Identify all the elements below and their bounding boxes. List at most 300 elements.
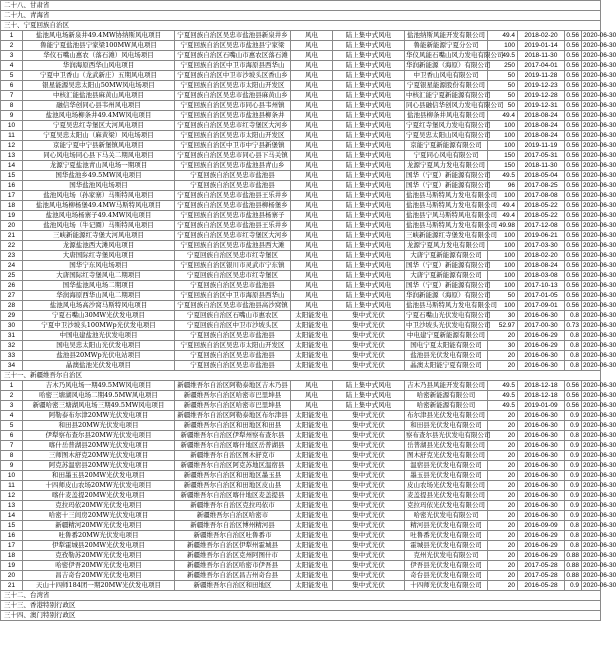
- table-row: [1, 91, 601, 101]
- cell-location: 新疆维吾尔自治区哈密市巴里坤县: [175, 401, 291, 411]
- cell-location: 新疆维吾尔自治区和田地区和田县: [175, 421, 291, 431]
- cell-mode: 陆上集中式风电: [333, 191, 405, 201]
- table-row: [1, 161, 601, 171]
- cell-price: 0.56: [565, 51, 582, 61]
- cell-location: 宁夏回族自治区中卫市沙坡头区香山乡: [175, 71, 291, 81]
- cell-mode: 陆上集中式风电: [333, 231, 405, 241]
- cell-date: 2017-05-31: [518, 151, 565, 161]
- cell-type: 风电: [291, 231, 333, 241]
- cell-end-date: 2020-06-30: [583, 162, 616, 169]
- cell-no: 5: [1, 71, 23, 81]
- cell-owner: 华仪风能石嘴山风力发电有限公司: [406, 51, 504, 59]
- cell-owner: 盐池县宁风马斯特风电有限公司: [406, 211, 497, 219]
- cell-owner: 龙源宁夏风力发电有限公司: [405, 161, 488, 171]
- cell-location: 新疆维吾尔自治区哈密市巴里坤县: [175, 391, 291, 401]
- cell-location: 宁夏回族自治区吴忠市太阳山开发区: [175, 341, 291, 351]
- cell-owner: 盐池县光伏发电有限公司: [405, 351, 488, 361]
- cell-project-name: 阿克苏温宿县20MW光伏发电项目: [23, 461, 175, 471]
- cell-project-name: 华润海原西华山风电项目: [23, 61, 175, 71]
- cell-type: 太阳能发电: [291, 471, 333, 481]
- cell-type: 风电: [291, 221, 333, 231]
- cell-location: 新疆维吾尔自治区阿勒泰地区布尔津县: [175, 411, 291, 421]
- cell-price: 0.56: [565, 261, 582, 271]
- cell-price: 0.56: [565, 251, 582, 261]
- cell-price: 0.8: [565, 311, 582, 321]
- cell-mode: 陆上集中式风电: [333, 131, 405, 141]
- cell-end-date: 2020-06-30: [583, 192, 616, 199]
- cell-no: 17: [1, 191, 23, 201]
- cell-owner: 盐池县马斯特风力发电有限公司: [406, 221, 497, 229]
- cell-location: 宁夏回族自治区中卫市沙坡头区: [175, 321, 291, 331]
- table-row: [1, 501, 601, 511]
- cell-price: 0.56: [565, 291, 582, 301]
- cell-type: 风电: [291, 401, 333, 411]
- cell-end-date: 2020-06-30: [583, 452, 616, 459]
- cell-type: 风电: [291, 281, 333, 291]
- cell-capacity: 96: [488, 181, 518, 191]
- cell-end-date: 2020-06-30: [583, 562, 616, 569]
- cell-mode: 陆上集中式风电: [333, 171, 405, 181]
- cell-no: 20: [1, 571, 23, 581]
- cell-end-date: 2020-06-30: [583, 142, 616, 149]
- cell-project-name: 天山十四师184团一期20MW光伏发电项目: [23, 581, 175, 591]
- table-row: [1, 51, 601, 61]
- cell-type: 风电: [291, 131, 333, 141]
- cell-project-name: 龙源宁夏盐池青山风电场一期项目: [23, 161, 175, 171]
- cell-no: 25: [1, 271, 23, 281]
- cell-end-date: 2020-06-30: [583, 132, 616, 139]
- cell-no: 34: [1, 361, 23, 371]
- cell-end-date: 2020-06-30: [583, 422, 616, 429]
- cell-price: 0.56: [565, 391, 582, 401]
- cell-price: 0.8: [565, 361, 582, 371]
- cell-date: 2016-06-29: [518, 341, 565, 351]
- cell-end-date: 2020-06-30: [583, 342, 616, 349]
- cell-project-name: 盐池风电场柳杨堡49.4MW马斯特风电项目: [23, 201, 175, 211]
- cell-mode: 集中式光伏: [333, 311, 405, 321]
- cell-no: 21: [1, 231, 23, 241]
- cell-capacity: 20: [488, 461, 518, 471]
- cell-no: 3: [1, 51, 23, 61]
- cell-date: 2019-12-23: [518, 81, 565, 91]
- cell-type: 风电: [291, 81, 333, 91]
- table-row: [1, 421, 601, 431]
- cell-type: 太阳能发电: [291, 421, 333, 431]
- cell-location: 新疆维吾尔自治区昌吉州奇台县: [175, 571, 291, 581]
- cell-end-date: 2020-06-30: [583, 552, 616, 559]
- cell-no: 15: [1, 521, 23, 531]
- table-row: [1, 121, 601, 131]
- section-qinghai: 二十九、青海省: [1, 11, 601, 21]
- table-row: [1, 181, 601, 191]
- table-row: [1, 411, 601, 421]
- cell-mode: 集中式光伏: [333, 421, 405, 431]
- section-taiwan: 三十二、台湾省: [1, 591, 601, 601]
- cell-price: 0.56: [565, 221, 582, 231]
- cell-end-date: 2020-06-30: [583, 382, 616, 389]
- table-row: [1, 581, 601, 591]
- cell-owner: 墨玉县光伏发电有限公司: [405, 471, 488, 481]
- cell-mode: 陆上集中式风电: [333, 101, 405, 111]
- cell-end-date: 2020-06-30: [583, 292, 616, 299]
- cell-price: 0.9: [565, 471, 582, 481]
- cell-project-name: 晶澳盐池光伏发电项目: [23, 361, 175, 371]
- cell-end-date: 2020-06-30: [583, 512, 616, 519]
- cell-type: 风电: [291, 301, 333, 311]
- cell-location: 宁夏回族自治区吴忠市盐池县: [175, 361, 291, 371]
- cell-project-name: 三峡新能源红寺堡大河风电项目: [23, 231, 175, 241]
- cell-date: 2016-06-29: [518, 541, 565, 551]
- cell-price: 0.9: [565, 501, 582, 511]
- cell-end-date: 2020-06-30: [583, 392, 616, 399]
- table-row: [1, 471, 601, 481]
- cell-mode: 集中式光伏: [333, 331, 405, 341]
- cell-owner: 吉木乃县风能开发有限公司: [405, 381, 488, 391]
- cell-owner: 哈密新能源有限公司: [405, 401, 488, 411]
- section-row: [1, 11, 601, 21]
- cell-owner: 精河县光伏发电有限公司: [405, 521, 488, 531]
- section-ningxia: 三十、宁夏回族自治区: [1, 21, 601, 31]
- cell-mode: 陆上集中式风电: [333, 41, 405, 51]
- cell-owner: 哈密光伏发电有限公司: [405, 511, 488, 521]
- table-row: [1, 531, 601, 541]
- cell-owner: 国华（宁夏）新能源有限公司: [406, 171, 491, 179]
- cell-location: 宁夏回族自治区吴忠市盐池县柳条井: [175, 111, 291, 121]
- table-row: [1, 261, 601, 271]
- cell-price: 0.56: [565, 121, 582, 131]
- cell-mode: 陆上集中式风电: [333, 291, 405, 301]
- cell-project-name: 三师图木舒克20MW光伏发电项目: [23, 451, 175, 461]
- cell-project-name: 国华盐池风电场项目: [23, 181, 175, 191]
- cell-no: 16: [1, 181, 23, 191]
- cell-location: 宁夏回族自治区吴忠市太阳山开发区: [175, 131, 291, 141]
- cell-no: 19: [1, 211, 23, 221]
- cell-mode: 集中式光伏: [333, 491, 405, 501]
- cell-no: 10: [1, 121, 23, 131]
- cell-date: 2018-05-22: [518, 201, 565, 211]
- cell-location: 新疆维吾尔自治区喀什地区岳普湖县: [175, 441, 291, 451]
- cell-date: 2017-12-08: [518, 221, 565, 231]
- cell-capacity: 20: [488, 511, 518, 521]
- cell-owner: 哈密新能源有限公司: [405, 391, 488, 401]
- cell-capacity: 20: [488, 521, 518, 531]
- cell-capacity: 20: [488, 451, 518, 461]
- cell-no: 5: [1, 421, 23, 431]
- cell-end-date: 2020-06-30: [583, 532, 616, 539]
- cell-location: 新疆维吾尔自治区哈密市伊吾县: [175, 561, 291, 571]
- cell-type: 太阳能发电: [291, 561, 333, 571]
- cell-no: 8: [1, 451, 23, 461]
- cell-type: 风电: [291, 121, 333, 131]
- cell-capacity: 49.5: [488, 171, 518, 181]
- cell-price: 0.56: [565, 201, 582, 211]
- cell-date: 2018-05-04: [518, 171, 565, 181]
- cell-capacity: 20: [488, 491, 518, 501]
- cell-no: 18: [1, 201, 23, 211]
- cell-project-name: 盐池风电场（孙家寨）马斯特风电项目: [23, 191, 175, 201]
- cell-location: 新疆维吾尔自治区伊犁州察布查尔县: [175, 431, 291, 441]
- table-row: [1, 441, 601, 451]
- section-row: [1, 371, 601, 381]
- table-row: [1, 191, 601, 201]
- cell-type: 风电: [291, 181, 333, 191]
- cell-end-date: 2020-06-30: [583, 522, 616, 529]
- cell-mode: 陆上集中式风电: [333, 211, 405, 221]
- cell-owner: 晶澳太阳能宁夏有限公司: [405, 361, 488, 371]
- cell-date: 2017-08-25: [518, 181, 565, 191]
- cell-capacity: 49.4: [488, 111, 518, 121]
- cell-project-name: 哈密伊吾20MW光伏发电项目: [23, 561, 175, 571]
- cell-location: 宁夏回族自治区中卫市海原县西华山: [175, 61, 291, 71]
- cell-owner: 吐鲁番光伏发电有限公司: [405, 531, 488, 541]
- table-row: [1, 201, 601, 211]
- cell-end-date: 2020-06-30: [583, 322, 616, 329]
- table-row: [1, 451, 601, 461]
- table-row: [1, 291, 601, 301]
- cell-price: 0.8: [565, 431, 582, 441]
- cell-capacity: 100: [488, 141, 518, 151]
- cell-location: 新疆维吾尔自治区和田地区皮山县: [175, 481, 291, 491]
- table-row: [1, 71, 601, 81]
- cell-date: 2016-06-30: [518, 421, 565, 431]
- cell-location: 宁夏回族自治区吴忠市盐池县柳杨堡乡: [175, 201, 291, 211]
- cell-owner: 鲁能新能源宁夏分公司: [405, 41, 488, 51]
- cell-price: 0.8: [565, 331, 582, 341]
- cell-type: 太阳能发电: [291, 531, 333, 541]
- cell-price: 0.88: [565, 571, 582, 581]
- section-hongkong: 三十三、香港特别行政区: [1, 601, 601, 611]
- cell-capacity: 20: [488, 581, 518, 591]
- cell-type: 风电: [291, 171, 333, 181]
- cell-date: 2019-01-14: [518, 41, 565, 51]
- cell-project-name: 新疆哈密三塘湖风电场三期49.5MW风电项目: [23, 401, 175, 411]
- table-row: [1, 491, 601, 501]
- cell-capacity: 49.98: [488, 221, 518, 231]
- cell-capacity: 150: [488, 161, 518, 171]
- cell-location: 新疆维吾尔自治区博州精河县: [175, 521, 291, 531]
- cell-type: 风电: [291, 291, 333, 301]
- cell-location: 宁夏回族自治区吴忠市红寺堡区大河乡: [175, 231, 291, 241]
- cell-end-date: 2020-06-30: [583, 332, 616, 339]
- cell-mode: 陆上集中式风电: [333, 201, 405, 211]
- cell-mode: 陆上集中式风电: [333, 301, 405, 311]
- cell-mode: 集中式光伏: [333, 431, 405, 441]
- cell-mode: 陆上集中式风电: [333, 111, 405, 121]
- cell-capacity: 30: [488, 341, 518, 351]
- cell-date: 2016-06-29: [518, 551, 565, 561]
- cell-end-date: 2020-06-30: [583, 82, 616, 89]
- cell-end-date: 2020-06-30: [583, 152, 616, 159]
- cell-capacity: 20: [488, 531, 518, 541]
- cell-no: 7: [1, 441, 23, 451]
- cell-capacity: 250: [488, 61, 518, 71]
- cell-owner: 岳普湖县光伏发电有限公司: [405, 441, 488, 451]
- cell-owner: 和田县光伏发电有限公司: [405, 421, 488, 431]
- cell-capacity: 20: [488, 411, 518, 421]
- cell-project-name: 龙源盐池西大滩风电项目: [23, 241, 175, 251]
- cell-type: 风电: [291, 201, 333, 211]
- cell-date: 2016-06-30: [518, 511, 565, 521]
- cell-date: 2018-03-08: [518, 271, 565, 281]
- cell-project-name: 国华宁东风电场项目: [23, 261, 175, 271]
- cell-date: 2017-04-01: [518, 61, 565, 71]
- cell-date: 2018-11-30: [518, 51, 565, 61]
- cell-capacity: 49.5: [488, 401, 518, 411]
- cell-type: 风电: [291, 61, 333, 71]
- cell-location: 宁夏回族自治区吴忠市盐池县西大滩: [175, 241, 291, 251]
- cell-project-name: 鲁能宁夏盐池县宁家梁100MW风电项目: [23, 41, 175, 51]
- cell-date: 2016-05-28: [518, 581, 565, 591]
- cell-date: 2017-09-01: [518, 301, 565, 311]
- cell-date: 2018-08-24: [518, 131, 565, 141]
- cell-capacity: 100: [488, 41, 518, 51]
- cell-date: 2017-00-30: [518, 321, 565, 331]
- cell-mode: 集中式光伏: [333, 461, 405, 471]
- cell-no: 15: [1, 171, 23, 181]
- cell-date: 2016-06-29: [518, 331, 565, 341]
- cell-capacity: 20: [488, 551, 518, 561]
- cell-project-name: 吉木乃风电场一期49.5MW风电项目: [23, 381, 175, 391]
- cell-no: 8: [1, 101, 23, 111]
- cell-owner: 华润新能源（海原）有限公司: [406, 61, 491, 69]
- cell-project-name: 融信华创同心县韦州风电项目: [23, 101, 175, 111]
- cell-type: 风电: [291, 261, 333, 271]
- cell-owner: 克拉玛依光伏发电有限公司: [405, 501, 488, 511]
- cell-no: 4: [1, 61, 23, 71]
- table-row: [1, 231, 601, 241]
- cell-capacity: 100: [488, 231, 518, 241]
- cell-capacity: 49.5: [488, 381, 518, 391]
- cell-end-date: 2020-06-30: [583, 252, 616, 259]
- cell-type: 太阳能发电: [291, 321, 333, 331]
- cell-type: 风电: [291, 51, 333, 61]
- cell-price: 0.9: [565, 461, 582, 471]
- table-row: [1, 551, 601, 561]
- cell-type: 风电: [291, 161, 333, 171]
- cell-project-name: 国华盐池风电场二期项目: [23, 281, 175, 291]
- cell-type: 太阳能发电: [291, 541, 333, 551]
- cell-type: 太阳能发电: [291, 501, 333, 511]
- cell-project-name: 哈密十三间房20MW光伏发电项目: [23, 511, 175, 521]
- cell-no: 31: [1, 331, 23, 341]
- cell-capacity: 50: [488, 71, 518, 81]
- table-row: [1, 251, 601, 261]
- cell-mode: 陆上集中式风电: [333, 381, 405, 391]
- cell-capacity: 100: [488, 241, 518, 251]
- cell-project-name: 大唐国际红寺堡风电项目: [23, 251, 175, 261]
- cell-capacity: 50: [488, 81, 518, 91]
- cell-no: 18: [1, 551, 23, 561]
- cell-mode: 集中式光伏: [333, 481, 405, 491]
- cell-price: 0.56: [565, 31, 582, 41]
- cell-type: 太阳能发电: [291, 331, 333, 341]
- cell-project-name: 华润海原西华山风电二期项目: [23, 291, 175, 301]
- cell-mode: 集中式光伏: [333, 571, 405, 581]
- cell-capacity: 20: [488, 561, 518, 571]
- cell-price: 0.9: [565, 441, 582, 451]
- cell-end-date: 2020-06-30: [583, 412, 616, 419]
- cell-project-name: 吐鲁番20MW光伏发电项目: [23, 531, 175, 541]
- cell-date: 2018-08-24: [518, 111, 565, 121]
- cell-type: 太阳能发电: [291, 491, 333, 501]
- cell-no: 12: [1, 141, 23, 151]
- cell-price: 0.56: [565, 301, 582, 311]
- cell-date: 2016-06-30: [518, 311, 565, 321]
- cell-end-date: 2020-06-30: [583, 182, 616, 189]
- cell-owner: 皮山农场光伏发电有限公司: [405, 481, 488, 491]
- cell-type: 风电: [291, 71, 333, 81]
- cell-price: 0.73: [565, 321, 582, 331]
- cell-date: 2019-12-28: [518, 91, 565, 101]
- cell-project-name: 宁夏中卫香山（龙武新庄）五期风电项目: [23, 71, 175, 81]
- cell-no: 19: [1, 561, 23, 571]
- cell-end-date: 2020-06-30: [583, 112, 616, 119]
- cell-location: 宁夏回族自治区吴忠市红寺堡区: [175, 251, 291, 261]
- cell-mode: 陆上集中式风电: [333, 251, 405, 261]
- cell-capacity: 100: [488, 271, 518, 281]
- cell-price: 0.88: [565, 561, 582, 571]
- cell-date: 2017-03-30: [518, 241, 565, 251]
- cell-type: 太阳能发电: [291, 361, 333, 371]
- cell-type: 风电: [291, 191, 333, 201]
- cell-capacity: 20: [488, 571, 518, 581]
- table-row: [1, 241, 601, 251]
- cell-capacity: 50: [488, 91, 518, 101]
- cell-end-date: 2020-06-30: [583, 582, 616, 589]
- cell-date: 2016-09-09: [518, 521, 565, 531]
- cell-location: 新疆维吾尔自治区伊犁州霍城县: [175, 541, 291, 551]
- cell-no: 1: [1, 381, 23, 391]
- cell-price: 0.9: [565, 491, 582, 501]
- cell-mode: 陆上集中式风电: [333, 91, 405, 101]
- cell-mode: 集中式光伏: [333, 361, 405, 371]
- cell-capacity: 20: [488, 331, 518, 341]
- cell-location: 宁夏回族自治区石嘴山市惠农区: [175, 311, 291, 321]
- cell-project-name: 大唐国际红寺堡风电二期项目: [23, 271, 175, 281]
- cell-end-date: 2020-06-30: [583, 282, 616, 289]
- table-row: [1, 361, 601, 371]
- cell-location: 宁夏回族自治区吴忠市盐池县宁家梁: [175, 41, 291, 51]
- cell-project-name: 阿勒泰布尔津20MW光伏发电项目: [23, 411, 175, 421]
- cell-end-date: 2020-06-30: [583, 462, 616, 469]
- cell-project-name: 宁夏吴忠太阳山（麻黄梁）风电场项目: [23, 131, 175, 141]
- table-row: [1, 331, 601, 341]
- cell-owner: 华润新能源（海原）有限公司: [406, 291, 491, 299]
- cell-end-date: 2020-06-30: [583, 232, 616, 239]
- cell-location: 宁夏回族自治区吴忠市盐池县王乐井乡: [175, 221, 291, 231]
- cell-capacity: 100: [488, 131, 518, 141]
- table-row: [1, 571, 601, 581]
- cell-price: 0.56: [565, 81, 582, 91]
- cell-price: 0.56: [565, 71, 582, 81]
- cell-mode: 集中式光伏: [333, 441, 405, 451]
- cell-owner: 克州光伏发电有限公司: [405, 551, 488, 561]
- cell-no: 28: [1, 301, 23, 311]
- cell-no: 17: [1, 541, 23, 551]
- cell-date: 2017-08-08: [518, 191, 565, 201]
- cell-end-date: 2020-06-30: [583, 402, 616, 409]
- cell-date: 2016-06-30: [518, 361, 565, 371]
- cell-type: 太阳能发电: [291, 571, 333, 581]
- cell-location: 宁夏回族自治区吴忠市同心县下马关镇: [175, 151, 291, 161]
- cell-end-date: 2020-06-30: [583, 492, 616, 499]
- cell-project-name: 喀什岳普湖县20MW光伏发电项目: [23, 441, 175, 451]
- cell-end-date: 2020-06-30: [583, 262, 616, 269]
- table-row: [1, 101, 601, 111]
- cell-capacity: 100: [488, 121, 518, 131]
- cell-no: 2: [1, 41, 23, 51]
- cell-owner: 十四师光伏发电有限公司: [405, 581, 488, 591]
